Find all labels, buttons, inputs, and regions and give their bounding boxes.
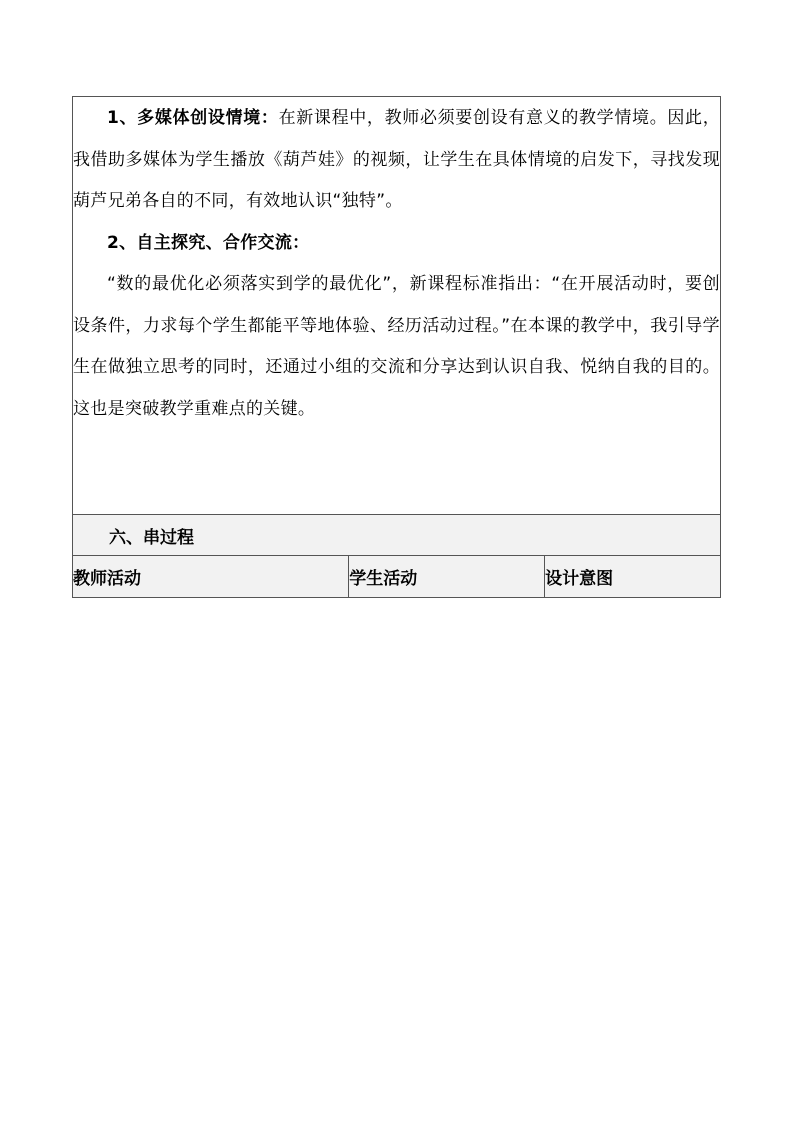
multimedia-text: 在新课程中，教师必须要创设有意义的教学情境。因此，我借助多媒体为学生播放《葫芦娃》的视频，让学生在具体情境的启发下，寻找发现葫芦兄弟各自的不同，有效地认识“独特”。 bbox=[73, 108, 721, 211]
content-row bbox=[73, 97, 721, 515]
multimedia-heading: 1、多媒体创设情境： bbox=[107, 108, 279, 128]
paragraph-multimedia bbox=[73, 98, 720, 223]
section-cell bbox=[73, 515, 721, 556]
section-row bbox=[73, 515, 721, 556]
section-title: 六、串过程 bbox=[109, 527, 194, 548]
lesson-plan-table bbox=[72, 96, 721, 598]
header-student-activity: 学生活动 bbox=[349, 556, 545, 598]
content-cell bbox=[73, 97, 721, 515]
header-teacher-activity: 教师活动 bbox=[73, 556, 349, 598]
paragraph-inquiry-text: “数的最优化必须落实到学的最优化”，新课程标准指出：“在开展活动时，要创设条件，力求每个学生都能平等地体验、经历活动过程。”在本课的教学中，我引导学生在做独立思考的同时，还通过小组的交流和分享达到认识自我、悦纳自我的目的。这也是突破教学重难点的关键。 bbox=[73, 274, 720, 419]
paragraph-inquiry-heading bbox=[73, 223, 720, 265]
inquiry-heading: 2、自主探究、合作交流： bbox=[107, 232, 310, 253]
column-header-row bbox=[73, 556, 721, 598]
header-design-intent: 设计意图 bbox=[545, 556, 721, 598]
